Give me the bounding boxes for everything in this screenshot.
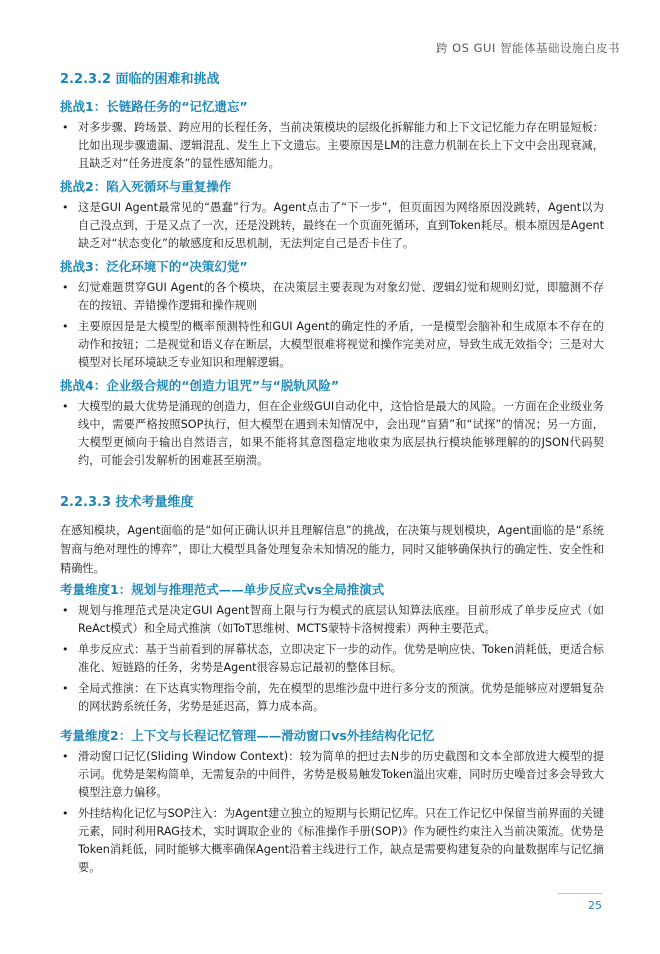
bullet-icon: •	[62, 320, 69, 333]
bullet-icon: •	[62, 281, 69, 294]
challenge-1-list	[60, 119, 604, 173]
bullet-icon: •	[62, 604, 69, 617]
bullet-icon: •	[62, 682, 69, 695]
section-intro: 在感知模块，Agent面临的是“如何正确认识并且理解信息”的挑战，在决策与规划模块，Agent面临的是“系统智商与绝对理性的博弈”，即让大模型具备处理复杂未知情况的能力，同时又能够确保执行的确定性、安全性和精确性。	[60, 524, 604, 575]
list-item-text: 外挂结构化记忆与SOP注入：为Agent建立独立的短期与长期记忆库。只在工作记忆中保留当前界面的关键元素，同时利用RAG技术，实时调取企业的《标准操作手册(SOP)》作为硬性约束注入当前决策流。优势是Token消耗低，同时能够大概率确保Agent沿着主线进行工作，缺点是需要构建复杂的向量数据库与记忆摘要。	[78, 807, 604, 874]
header-title: 跨 OS GUI 智能体基础设施白皮书	[435, 41, 620, 55]
dimension-1-title: 考量维度1：规划与推理范式——单步反应式vs全局推演式	[60, 582, 385, 597]
list-item	[60, 641, 604, 677]
page-content	[60, 70, 604, 882]
dimension-2-list	[60, 748, 604, 877]
challenge-4-title: 挑战4：企业级合规的“创造力诅咒”与“脱轨风险”	[60, 378, 340, 393]
bullet-icon: •	[62, 121, 69, 134]
footer-divider	[558, 893, 602, 894]
list-item	[60, 748, 604, 802]
list-item	[60, 805, 604, 877]
challenge-4-list	[60, 398, 604, 470]
challenge-2-title: 挑战2：陷入死循环与重复操作	[60, 179, 232, 194]
list-item-text: 对多步骤、跨场景、跨应用的长程任务，当前决策模块的层级化拆解能力和上下文记忆能力存在明显短板：比如出现步骤遗漏、逻辑混乱、发生上下文遗忘。主要原因是LM的注意力机制在长上下文中会出现衰减，且缺乏对“任务进度条”的显性感知能力。	[78, 121, 604, 170]
bullet-icon: •	[62, 201, 69, 214]
challenge-2-list	[60, 199, 604, 253]
bullet-icon: •	[62, 750, 69, 763]
list-item	[60, 398, 604, 470]
list-item	[60, 279, 604, 315]
challenge-3-list	[60, 279, 604, 372]
list-item-text: 大模型的最大优势是涌现的创造力，但在企业级GUI自动化中，这恰恰是最大的风险。一方面在企业级业务线中，需要严格按照SOP执行，但大模型在遇到未知情况中，会出现“盲猜”和“试探”的情况；另一方面，大模型更倾向于输出自然语言，如果不能将其意图稳定地收束为底层执行模块能够理解的的JSON代码契约，可能会引发解析的困难甚至崩溃。	[78, 400, 604, 467]
dimension-2-title: 考量维度2：上下文与长程记忆管理——滑动窗口vs外挂结构化记忆	[60, 728, 435, 743]
list-item	[60, 199, 604, 253]
list-item-text: 规划与推理范式是决定GUI Agent智商上限与行为模式的底层认知算法底座。目前形成了单步反应式（如ReAct模式）和全局式推演（如ToT思维树、MCTS蒙特卡洛树搜索）两种主要范式。	[78, 604, 604, 635]
dimension-1-list	[60, 602, 604, 716]
list-item-text: 全局式推演：在下达真实物理指令前，先在模型的思维沙盘中进行多分支的预演。优势是能够应对逻辑复杂的网状跨系统任务，劣势是延迟高，算力成本高。	[78, 682, 604, 713]
list-item-text: 主要原因是是大模型的概率预测特性和GUI Agent的确定性的矛盾，一是模型会脑补和生成原本不存在的动作和按钮；二是视觉和语义存在断层，大模型很难将视觉和操作完美对应，导致生成无效指令；三是对大模型对长尾环境缺乏专业知识和理解逻辑。	[78, 320, 604, 369]
section-heading: 2.2.3.3 技术考量维度	[60, 495, 194, 510]
list-item	[60, 680, 604, 716]
bullet-icon: •	[62, 643, 69, 656]
bullet-icon: •	[62, 807, 69, 820]
list-item	[60, 318, 604, 372]
bullet-icon: •	[62, 400, 69, 413]
challenge-1-title: 挑战1：长链路任务的“记忆遗忘”	[60, 99, 248, 114]
list-item	[60, 119, 604, 173]
challenge-3-title: 挑战3：泛化环境下的“决策幻觉”	[60, 259, 248, 274]
list-item-text: 这是GUI Agent最常见的“愚蠢”行为。Agent点击了“下一步”，但页面因为网络原因没跳转，Agent以为自己没点到，于是又点了一次，还是没跳转，最终在一个页面死循环，直到Token耗尽。根本原因是Agent缺乏对“状态变化”的敏感度和反思机制，无法判定自己是否卡住了。	[78, 201, 604, 250]
section-heading: 2.2.3.2 面临的困难和挑战	[60, 72, 220, 87]
list-item	[60, 602, 604, 638]
list-item-text: 单步反应式：基于当前看到的屏幕状态，立即决定下一步的动作。优势是响应快、Token消耗低，更适合标准化、短链路的任务，劣势是Agent很容易忘记最初的整体目标。	[78, 643, 604, 674]
list-item-text: 滑动窗口记忆(Sliding Window Context)：较为简单的把过去N步的历史截图和文本全部放进大模型的提示词。优势是架构简单，无需复杂的中间件，劣势是极易触发Token溢出灾难，同时历史噪音过多会导致大模型注意力偏移。	[78, 750, 604, 799]
list-item-text: 幻觉难题贯穿GUI Agent的各个模块，在决策层主要表现为对象幻觉、逻辑幻觉和规则幻觉，即臆测不存在的按钮、弄错操作逻辑和操作规则	[78, 281, 604, 312]
page-number: 25	[588, 899, 602, 912]
